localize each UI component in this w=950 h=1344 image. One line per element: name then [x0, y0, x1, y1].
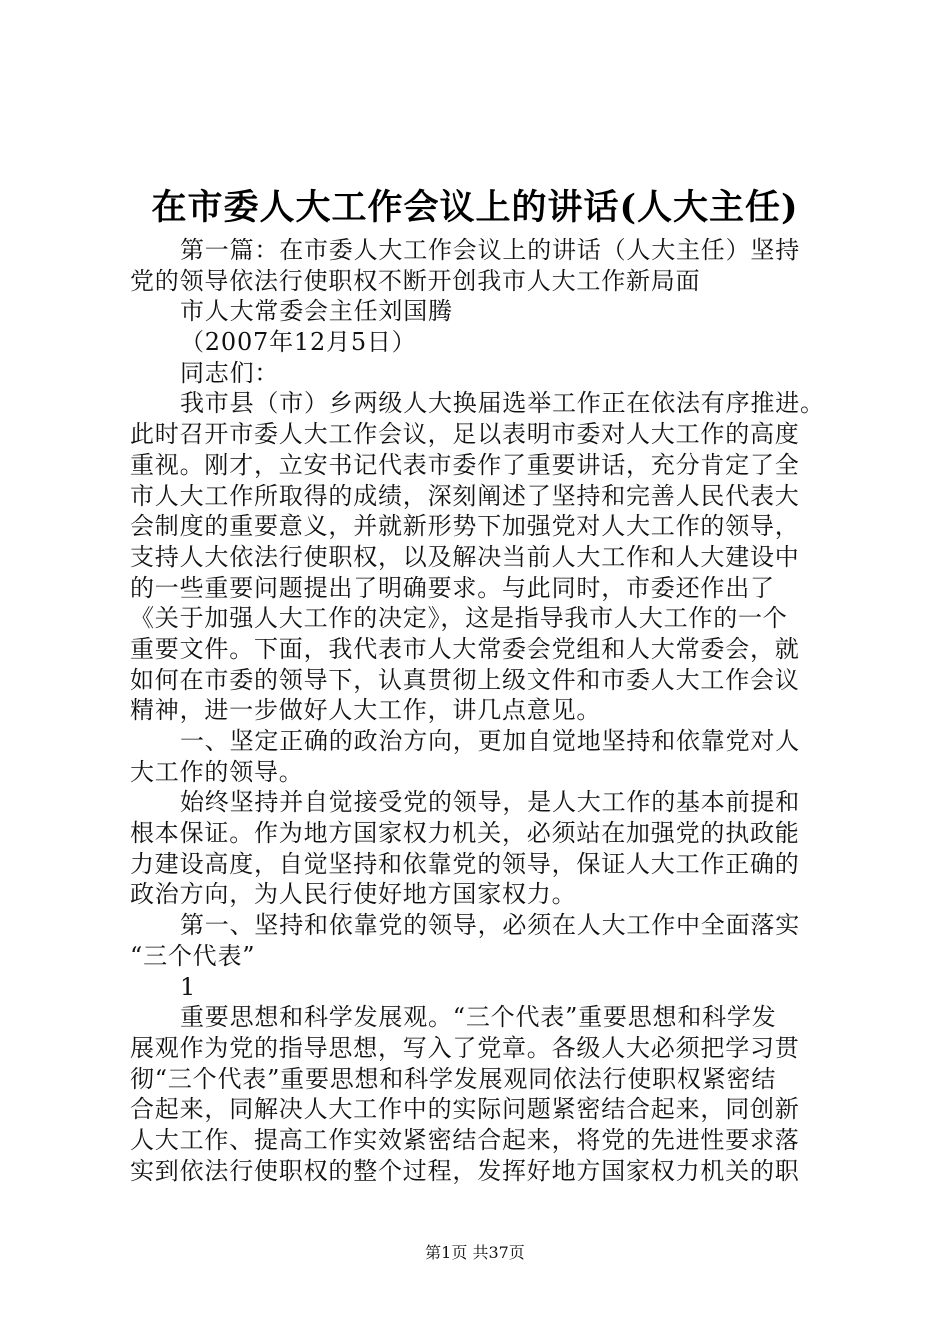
text-line: 重视。刚才，立安书记代表市委作了重要讲话，充分肯定了全: [130, 450, 800, 479]
text-line: 第一、坚持和依靠党的领导，必须在人大工作中全面落实: [180, 911, 800, 940]
text-line: 会制度的重要意义，并就新形势下加强党对人大工作的领导，: [130, 512, 800, 541]
text-line: 第一篇：在市委人大工作会议上的讲话（人大主任）坚持: [180, 236, 800, 264]
text-line: 大工作的领导。: [130, 757, 304, 786]
text-line: 的一些重要问题提出了明确要求。与此同时，市委还作出了: [130, 573, 775, 602]
text-line: “三个代表”: [130, 941, 256, 970]
inline-page-number: 1: [180, 972, 197, 1001]
text-line: 一、坚定正确的政治方向，更加自觉地坚持和依靠党对人: [180, 727, 800, 755]
text-line: （2007年12月5日）: [180, 328, 417, 357]
text-line: 彻“三个代表”重要思想和科学发展观同依法行使职权紧密结: [130, 1064, 777, 1093]
text-line: 实到依法行使职权的整个过程，发挥好地方国家权力机关的职: [130, 1156, 800, 1185]
text-line: 政治方向，为人民行使好地方国家权力。: [130, 880, 577, 909]
text-line: 重要文件。下面，我代表市人大常委会党组和人大常委会，就: [130, 634, 800, 663]
text-line: 合起来，同解决人大工作中的实际问题紧密结合起来，同创新: [130, 1095, 800, 1124]
text-line: 如何在市委的领导下，认真贯彻上级文件和市委人大工作会议: [130, 665, 800, 694]
page-footer: 第1页 共37页: [425, 1243, 525, 1262]
text-line: 市人大工作所取得的成绩，深刻阐述了坚持和完善人民代表大: [130, 481, 800, 510]
text-line: 人大工作、提高工作实效紧密结合起来，将党的先进性要求落: [130, 1125, 800, 1154]
text-line: 重要思想和科学发展观。“三个代表”重要思想和科学发: [180, 1003, 777, 1032]
text-line: 此时召开市委人大工作会议，足以表明市委对人大工作的高度: [130, 420, 800, 449]
text-line: 精神，进一步做好人大工作，讲几点意见。: [130, 696, 602, 725]
document-body: [130, 235, 840, 1186]
text-line: 力建设高度，自觉坚持和依靠党的领导，保证人大工作正确的: [130, 849, 800, 878]
text-line: 支持人大依法行使职权，以及解决当前人大工作和人大建设中: [130, 542, 800, 571]
document-title: 在市委人大工作会议上的讲话(人大主任): [151, 187, 799, 228]
text-line: 展观作为党的指导思想，写入了党章。各级人大必须把学习贯: [130, 1033, 800, 1062]
text-line: 同志们：: [180, 358, 280, 387]
text-line: 根本保证。作为地方国家权力机关，必须站在加强党的执政能: [130, 819, 800, 848]
text-line: 我市县（市）乡两级人大换届选举工作正在依法有序推进。: [180, 389, 825, 418]
text-line: 党的领导依法行使职权不断开创我市人大工作新局面: [130, 266, 701, 295]
text-line: 《关于加强人大工作的决定》，这是指导我市人大工作的一个: [130, 604, 788, 633]
text-line: 始终坚持并自觉接受党的领导，是人大工作的基本前提和: [180, 788, 800, 817]
text-line: 市人大常委会主任刘国腾: [180, 297, 453, 326]
